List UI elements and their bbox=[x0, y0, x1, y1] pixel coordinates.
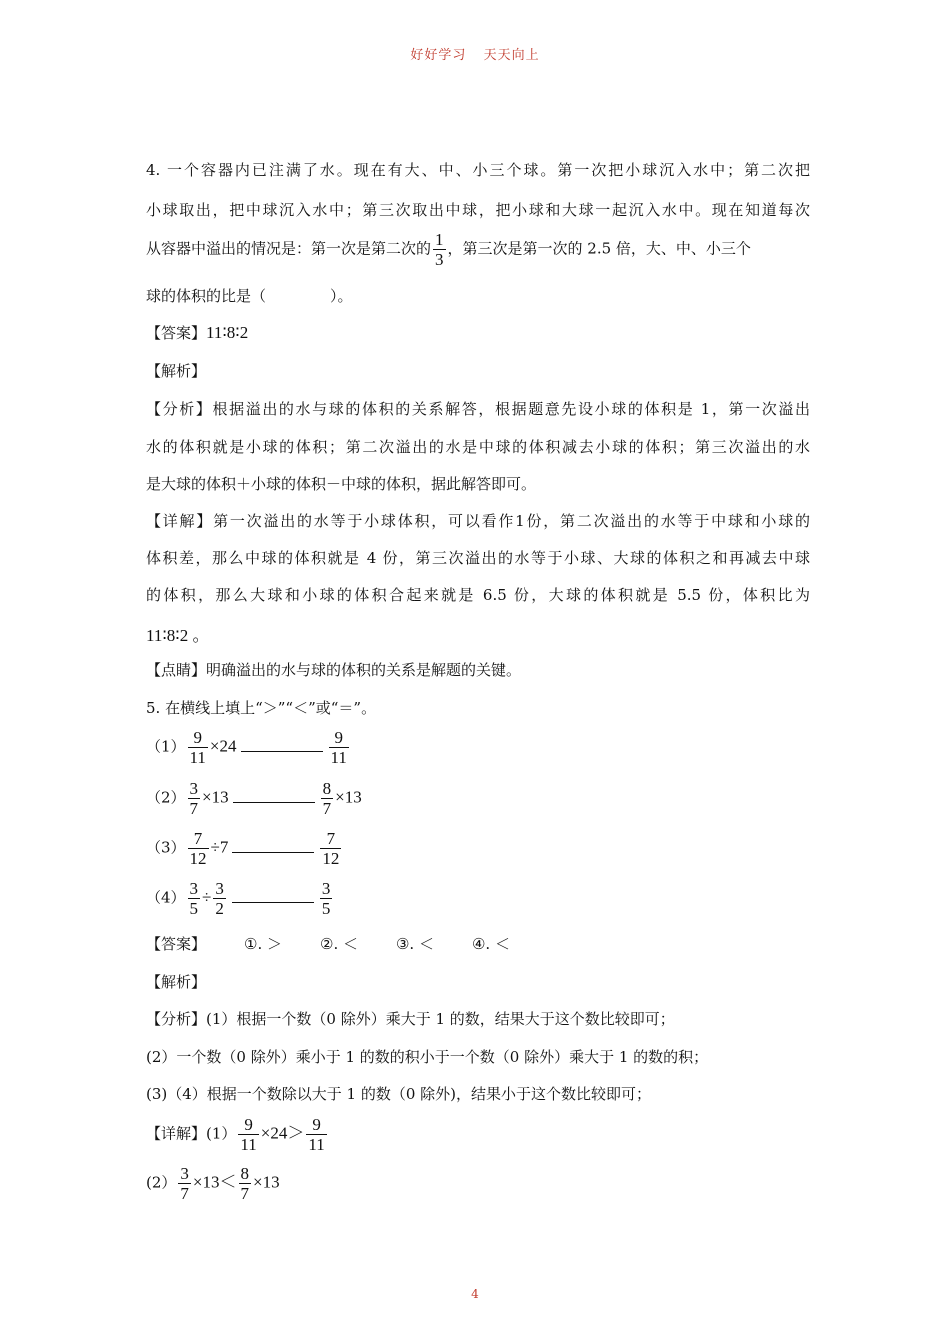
fraction-a: $\frac{9}{11}$ bbox=[240, 1115, 257, 1154]
q5-item-4 bbox=[146, 879, 334, 918]
fraction-c: $\frac{3}{2}$ bbox=[215, 879, 224, 918]
item-label: （3） bbox=[146, 838, 186, 857]
answer-blank bbox=[232, 834, 314, 853]
page-header bbox=[0, 44, 950, 63]
q4-line-3 bbox=[146, 230, 751, 269]
fraction-a: $\frac{3}{7}$ bbox=[180, 1164, 189, 1203]
q5-xiangjie-1 bbox=[146, 1115, 329, 1154]
q4-dianjing: 【点睛】明确溢出的水与球的体积的关系是解题的关键。 bbox=[146, 661, 522, 679]
answer-4: ④. ＜ bbox=[471, 935, 510, 953]
item-label: （1） bbox=[146, 737, 186, 756]
q5-item-3 bbox=[146, 829, 343, 868]
q4-line-1: 4. 一个容器内已注满了水。现在有大、中、小三个球。第一次把小球沉入水中；第二次把 bbox=[146, 161, 810, 179]
operator: ÷7 bbox=[210, 837, 229, 857]
q4-xiangjie-2: 体积差，那么中球的体积就是 4 份，第三次溢出的水等于小球、大球的体积之和再减去中球 bbox=[146, 549, 810, 567]
fraction-b: $\frac{8}{7}$ bbox=[240, 1164, 249, 1203]
operator: ÷ bbox=[202, 887, 212, 907]
fraction-b: $\frac{3}{5}$ bbox=[321, 879, 331, 918]
fraction-a: $\frac{3}{7}$ bbox=[189, 779, 199, 818]
fraction-a: $\frac{3}{5}$ bbox=[189, 879, 199, 918]
fraction-b: $\frac{9}{11}$ bbox=[308, 1115, 325, 1154]
answer-3: ③. ＜ bbox=[395, 935, 434, 953]
q5-xiangjie-2: (2） $\frac{3}{7}$ ×13＜ $\frac{8}{7}$ ×13 bbox=[146, 1164, 280, 1203]
q4-line-3-pre: 从容器中溢出的情况是：第一次是第二次的 bbox=[146, 239, 432, 258]
answer-label: 【答案】 bbox=[146, 324, 207, 342]
q4-fraction bbox=[433, 230, 446, 269]
q4-fenxi-2: 水的体积就是小球的体积；第二次溢出的水是中球的体积减去小球的体积；第三次溢出的水 bbox=[146, 438, 810, 456]
q4-fenxi-1: 【分析】根据溢出的水与球的体积的关系解答，根据题意先设小球的体积是 1，第一次溢出 bbox=[146, 400, 810, 418]
operator: ×24 bbox=[209, 736, 237, 756]
q5-fenxi-2: (2）一个数（0 除外）乘小于 1 的数的积小于一个数（0 除外）乘大于 1 的数的积； bbox=[146, 1048, 709, 1066]
answer-2: ②. ＜ bbox=[320, 935, 358, 953]
item-label: （4） bbox=[146, 888, 186, 907]
comparison: ×13＜ bbox=[192, 1172, 237, 1192]
answer-blank bbox=[232, 884, 314, 903]
page-number: 4 bbox=[471, 1287, 479, 1301]
q4-xiangjie-4: 11∶8∶2 。 bbox=[146, 626, 210, 645]
xiangjie-label: 【详解】(1） bbox=[146, 1124, 237, 1143]
q5-item-1 bbox=[146, 728, 351, 767]
q4-line-4-post: ）。 bbox=[330, 287, 353, 305]
q4-line-4-pre: 球的体积的比是（ bbox=[146, 287, 267, 305]
answer-value: 11∶8∶2 bbox=[206, 323, 249, 342]
fraction-denominator: 3 bbox=[435, 250, 444, 269]
answer-blank bbox=[233, 784, 315, 803]
fraction-b: $\frac{8}{7}$ bbox=[322, 779, 332, 818]
answer-1: ①. ＞ bbox=[244, 935, 282, 953]
q5-fenxi-1: 【分析】(1）根据一个数（0 除外）乘大于 1 的数，结果大于这个数比较即可； bbox=[146, 1010, 675, 1028]
q4-answer bbox=[146, 322, 248, 343]
q5-fenxi-3: (3)（4）根据一个数除以大于 1 的数（0 除外)，结果小于这个数比较即可； bbox=[146, 1085, 652, 1103]
header-motto-left: 好好学习 bbox=[410, 48, 467, 63]
answer-blank bbox=[241, 733, 323, 752]
fraction-numerator: 1 bbox=[435, 230, 444, 249]
header-motto-right: 天天向上 bbox=[483, 48, 540, 63]
fraction-b: $\frac{9}{11}$ bbox=[330, 728, 347, 767]
fraction-a: $\frac{9}{11}$ bbox=[189, 728, 206, 767]
q4-analysis-label: 【解析】 bbox=[146, 362, 207, 380]
q5-title: 5. 在横线上填上“＞”“＜”或“＝”。 bbox=[146, 699, 377, 717]
operator: ×13 bbox=[202, 787, 229, 807]
q4-line-3-post: ，第三次是第一次的 2.5 倍，大、中、小三个 bbox=[447, 239, 751, 258]
fraction-b: $\frac{7}{12}$ bbox=[322, 829, 340, 868]
answer-label: 【答案】 bbox=[146, 935, 207, 953]
q4-xiangjie-3: 的体积，那么大球和小球的体积合起来就是 6.5 份，大球的体积就是 5.5 份，体积比为 bbox=[146, 586, 810, 604]
comparison: ×24＞ bbox=[260, 1123, 305, 1143]
q5-item-2: （2） $\frac{3}{7}$ ×13 $\frac{8}{7}$ ×13 bbox=[146, 779, 362, 818]
item-label: （2） bbox=[146, 788, 186, 807]
q5-analysis-label: 【解析】 bbox=[146, 973, 207, 991]
q4-fenxi-3: 是大球的体积＋小球的体积－中球的体积，据此解答即可。 bbox=[146, 475, 537, 493]
q4-line-2: 小球取出，把中球沉入水中；第三次取出中球，把小球和大球一起沉入水中。现在知道每次 bbox=[146, 201, 810, 219]
q4-line-4 bbox=[146, 285, 353, 306]
xiangjie-label: (2） bbox=[146, 1173, 177, 1192]
q4-xiangjie-1: 【详解】第一次溢出的水等于小球体积，可以看作1份，第二次溢出的水等于中球和小球的 bbox=[146, 512, 810, 530]
fraction-a: $\frac{7}{12}$ bbox=[189, 829, 207, 868]
q5-answer bbox=[146, 933, 510, 954]
